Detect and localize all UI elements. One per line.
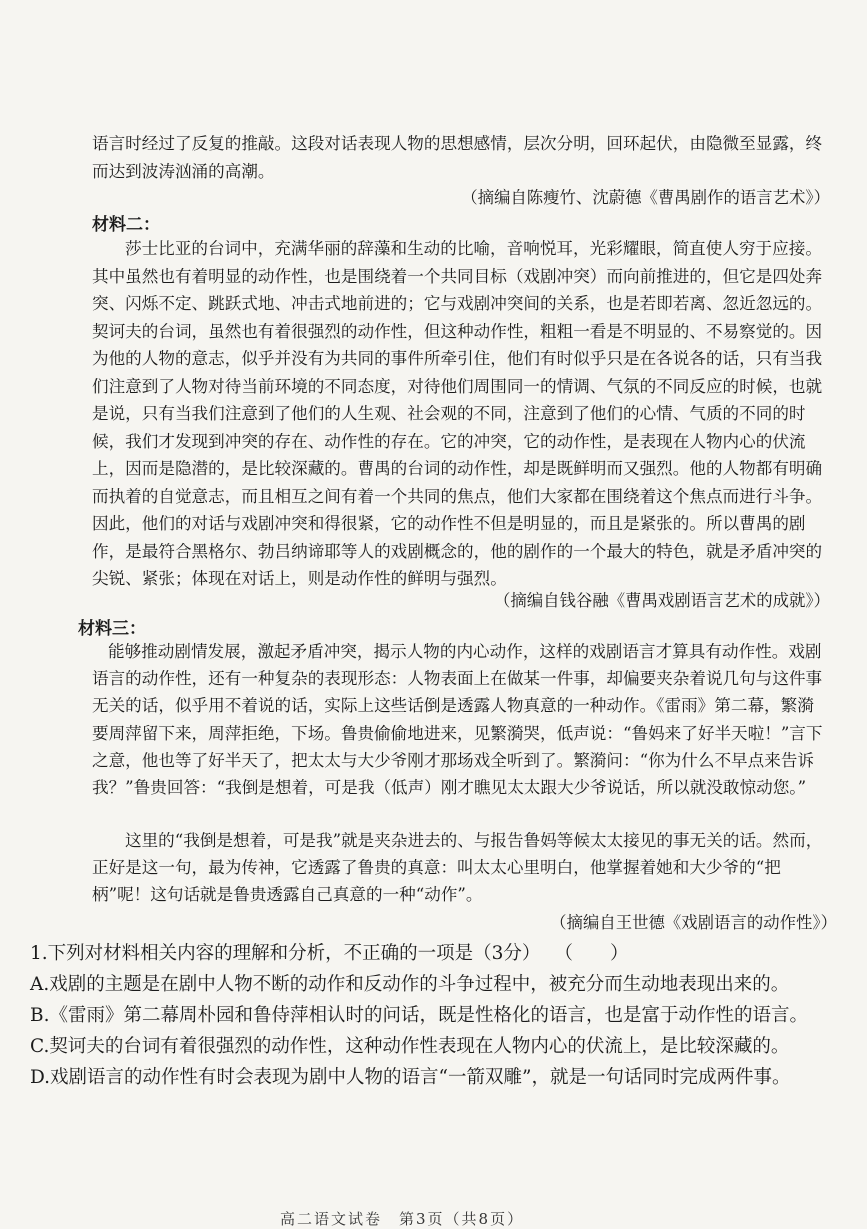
- option-d[interactable]: D.戏剧语言的动作性有时会表现为剧中人物的语言“一箭双雕”，就是一句话同时完成两件事。: [30, 1067, 791, 1088]
- material1-tail: 语言时经过了反复的推敲。这段对话表现人物的思想感情，层次分明，回环起伏，由隐微至显露，终而达到波涛汹涌的高潮。: [92, 134, 823, 181]
- material3-heading: 材料三：: [78, 619, 146, 639]
- option-c[interactable]: C.契诃夫的台词有着很强烈的动作性，这种动作性表现在人物内心的伏流上，是比较深藏的。: [30, 1036, 790, 1057]
- answer-blank[interactable]: （ ）: [554, 943, 629, 964]
- question-1: [30, 938, 845, 1093]
- material2-source: （摘编自钱谷融《曹禺戏剧语言艺术的成就》）: [493, 591, 830, 610]
- question-1-stem: [30, 938, 845, 969]
- material2-body: 莎士比亚的台词中，充满华丽的辞藻和生动的比喻，音响悦耳，光彩耀眼，简直使人穷于应接。其中虽然也有着明显的动作性，也是围绕着一个共同目标（戏剧冲突）而向前推进的，但它是四处奔突、闪烁不定、跳跃式地、冲击式地前进的；它与戏剧冲突间的关系，也是若即若离、忽近忽远的。契诃夫的台词，虽然也有着很强烈的动作性，但这种动作性，粗粗一看是不明显的、不易察觉的。因为他的人物的意志，似乎并没有为共同的事件所牵引住，他们有时似乎只是在各说各的话，只有当我们注意到了人物对待当前环境的不同态度，对待他们周围同一的情调、气氛的不同反应的时候，也就是说，只有当我们注意到了他们的人生观、社会观的不同，注意到了他们的心情、气质的不同的时候，我们才发现到冲突的存在、动作性的存在。它的冲突，它的动作性，是表现在人物内心的伏流上，因而是隐潜的，是比较深藏的。曹禺的台词的动作性，却是既鲜明而又强烈。他的人物都有明确而执着的自觉意志，而且相互之间有着一个共同的焦点，他们大家都在围绕着这个焦点而进行斗争。因此，他们的对话与戏剧冲突和得很紧，它的动作性不但是明显的，而且是紧张的。所以曹禺的剧作，是最符合黑格尔、勃吕纳谛耶等人的戏剧概念的，他的剧作的一个最大的特色，就是矛盾冲突的尖锐、紧张；体现在对话上，则是动作性的鲜明与强烈。: [92, 239, 823, 588]
- material3-body1: 能够推动剧情发展，激起矛盾冲突，揭示人物的内心动作，这样的戏剧语言才算具有动作性。戏剧语言的动作性，还有一种复杂的表现形态：人物表面上在做某一件事，却偏要夹杂着说几句与这件事无关的话，似乎用不着说的话，实际上这些话倒是透露人物真意的一种动作。《雷雨》第二幕，繁漪要周萍留下来，周萍拒绝，下场。鲁贵偷偷地进来，见繁漪哭，低声说：“鲁妈来了好半天啦！”言下之意，他也等了好半天了，把太太与大少爷刚才那场戏全听到了。繁漪问：“你为什么不早点来告诉我？”鲁贵回答：“我倒是想着，可是我（低声）刚才瞧见太太跟大少爷说话，所以就没敢惊动您。”: [92, 642, 823, 798]
- material2-heading: 材料二：: [92, 215, 160, 235]
- option-b[interactable]: B.《雷雨》第二幕周朴园和鲁侍萍相认时的问话，既是性格化的语言，也是富于动作性的语言。: [30, 1005, 808, 1026]
- material3-source: （摘编自王世德《戏剧语言的动作性》）: [550, 913, 837, 932]
- page-footer: 高二语文试卷 第3页（共8页）: [280, 1210, 525, 1228]
- material3-body2: 这里的“我倒是想着，可是我”就是夹杂进去的、与报告鲁妈等候太太接见的事无关的话。然而，正好是这一句，最为传神，它透露了鲁贵的真意：叫太太心里明白，他掌握着她和大少爷的“把柄”呢！这句话就是鲁贵透露自己真意的一种“动作”。: [92, 831, 823, 905]
- question-1-stem-text: 1.下列对材料相关内容的理解和分析，不正确的一项是（3分）: [30, 943, 541, 964]
- material1-source: （摘编自陈瘦竹、沈蔚德《曹禺剧作的语言艺术》）: [461, 188, 830, 207]
- option-a[interactable]: A.戏剧的主题是在剧中人物不断的动作和反动作的斗争过程中，被充分而生动地表现出来的。: [30, 974, 790, 995]
